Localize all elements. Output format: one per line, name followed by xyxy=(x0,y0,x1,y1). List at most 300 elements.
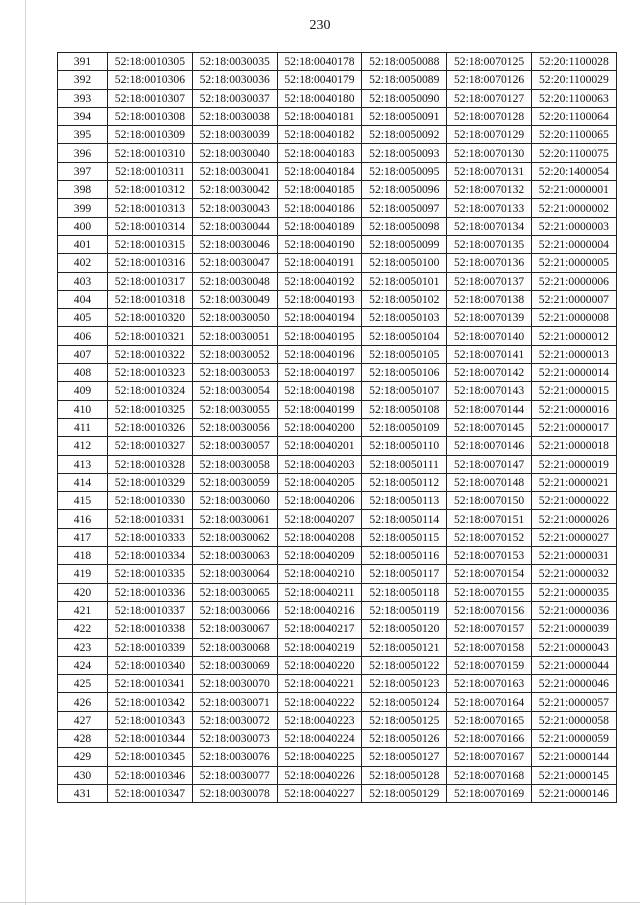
table-row xyxy=(58,309,617,327)
row-number-cell: 431 xyxy=(58,784,108,802)
cadastral-number-cell: 52:18:0010339 xyxy=(108,638,193,656)
cadastral-number-cell: 52:18:0050114 xyxy=(362,510,447,528)
cadastral-number-cell: 52:18:0070168 xyxy=(447,766,532,784)
cadastral-number-cell: 52:18:0030058 xyxy=(192,455,277,473)
table-row xyxy=(58,601,617,619)
cadastral-number-cell: 52:21:0000014 xyxy=(531,364,616,382)
table-row xyxy=(58,345,617,363)
cadastral-number-cell: 52:18:0070143 xyxy=(447,382,532,400)
cadastral-number-cell: 52:18:0010328 xyxy=(108,455,193,473)
cadastral-number-cell: 52:18:0030054 xyxy=(192,382,277,400)
cadastral-number-cell: 52:21:0000144 xyxy=(531,748,616,766)
cadastral-number-cell: 52:18:0030036 xyxy=(192,71,277,89)
cadastral-number-cell: 52:18:0050120 xyxy=(362,620,447,638)
cadastral-number-cell: 52:18:0050088 xyxy=(362,53,447,71)
row-number-cell: 424 xyxy=(58,656,108,674)
scan-bottom-edge xyxy=(0,902,640,903)
cadastral-number-cell: 52:18:0010333 xyxy=(108,528,193,546)
cadastral-number-cell: 52:18:0040220 xyxy=(277,656,362,674)
cadastral-number-cell: 52:18:0030068 xyxy=(192,638,277,656)
cadastral-number-cell: 52:18:0030047 xyxy=(192,254,277,272)
cadastral-number-cell: 52:18:0070166 xyxy=(447,729,532,747)
cadastral-number-cell: 52:18:0010311 xyxy=(108,162,193,180)
table-row xyxy=(58,711,617,729)
row-number-cell: 413 xyxy=(58,455,108,473)
row-number-cell: 415 xyxy=(58,492,108,510)
cadastral-number-cell: 52:18:0030055 xyxy=(192,400,277,418)
cadastral-number-cell: 52:18:0010324 xyxy=(108,382,193,400)
cadastral-number-cell: 52:20:1100029 xyxy=(531,71,616,89)
cadastral-number-cell: 52:20:1400054 xyxy=(531,162,616,180)
scan-left-edge xyxy=(25,0,26,905)
row-number-cell: 396 xyxy=(58,144,108,162)
cadastral-number-cell: 52:18:0070156 xyxy=(447,601,532,619)
cadastral-number-cell: 52:20:1100063 xyxy=(531,89,616,107)
cadastral-number-cell: 52:18:0040184 xyxy=(277,162,362,180)
cadastral-number-cell: 52:18:0050089 xyxy=(362,71,447,89)
table-row xyxy=(58,784,617,802)
cadastral-number-cell: 52:18:0040199 xyxy=(277,400,362,418)
cadastral-number-cell: 52:18:0010310 xyxy=(108,144,193,162)
row-number-cell: 403 xyxy=(58,272,108,290)
table-row xyxy=(58,400,617,418)
table-row xyxy=(58,766,617,784)
cadastral-number-cell: 52:18:0040180 xyxy=(277,89,362,107)
cadastral-number-cell: 52:18:0050109 xyxy=(362,418,447,436)
cadastral-number-cell: 52:18:0070152 xyxy=(447,528,532,546)
cadastral-number-cell: 52:18:0050119 xyxy=(362,601,447,619)
cadastral-number-cell: 52:21:0000003 xyxy=(531,217,616,235)
cadastral-number-cell: 52:18:0030062 xyxy=(192,528,277,546)
cadastral-number-cell: 52:21:0000145 xyxy=(531,766,616,784)
row-number-cell: 417 xyxy=(58,528,108,546)
cadastral-number-cell: 52:18:0050115 xyxy=(362,528,447,546)
row-number-cell: 419 xyxy=(58,565,108,583)
cadastral-number-cell: 52:21:0000006 xyxy=(531,272,616,290)
cadastral-number-cell: 52:18:0050106 xyxy=(362,364,447,382)
cadastral-number-cell: 52:18:0050095 xyxy=(362,162,447,180)
cadastral-number-cell: 52:18:0010321 xyxy=(108,327,193,345)
cadastral-number-cell: 52:18:0070135 xyxy=(447,235,532,253)
cadastral-number-cell: 52:18:0030049 xyxy=(192,290,277,308)
cadastral-number-cell: 52:21:0000031 xyxy=(531,547,616,565)
cadastral-number-cell: 52:18:0030050 xyxy=(192,309,277,327)
cadastral-number-cell: 52:18:0050107 xyxy=(362,382,447,400)
cadastral-number-cell: 52:18:0050128 xyxy=(362,766,447,784)
cadastral-number-cell: 52:18:0040226 xyxy=(277,766,362,784)
cadastral-number-cell: 52:21:0000036 xyxy=(531,601,616,619)
row-number-cell: 407 xyxy=(58,345,108,363)
cadastral-number-cell: 52:18:0030051 xyxy=(192,327,277,345)
cadastral-number-cell: 52:21:0000046 xyxy=(531,675,616,693)
row-number-cell: 418 xyxy=(58,547,108,565)
cadastral-number-cell: 52:18:0030048 xyxy=(192,272,277,290)
cadastral-number-cell: 52:18:0050121 xyxy=(362,638,447,656)
cadastral-number-cell: 52:18:0070146 xyxy=(447,437,532,455)
cadastral-number-cell: 52:18:0030071 xyxy=(192,693,277,711)
cadastral-number-cell: 52:18:0040182 xyxy=(277,126,362,144)
table-row xyxy=(58,729,617,747)
cadastral-number-cell: 52:18:0070154 xyxy=(447,565,532,583)
cadastral-number-cell: 52:18:0040207 xyxy=(277,510,362,528)
cadastral-number-cell: 52:18:0040203 xyxy=(277,455,362,473)
row-number-cell: 428 xyxy=(58,729,108,747)
cadastral-number-cell: 52:18:0070163 xyxy=(447,675,532,693)
cadastral-number-cell: 52:21:0000057 xyxy=(531,693,616,711)
cadastral-number-cell: 52:18:0070164 xyxy=(447,693,532,711)
cadastral-number-cell: 52:18:0070145 xyxy=(447,418,532,436)
row-number-cell: 411 xyxy=(58,418,108,436)
cadastral-number-cell: 52:18:0030042 xyxy=(192,181,277,199)
table-row xyxy=(58,290,617,308)
cadastral-number-cell: 52:18:0030070 xyxy=(192,675,277,693)
cadastral-number-cell: 52:18:0010335 xyxy=(108,565,193,583)
cadastral-number-cell: 52:18:0030052 xyxy=(192,345,277,363)
cadastral-number-cell: 52:20:1100064 xyxy=(531,107,616,125)
row-number-cell: 410 xyxy=(58,400,108,418)
cadastral-number-cell: 52:21:0000017 xyxy=(531,418,616,436)
cadastral-number-cell: 52:18:0050098 xyxy=(362,217,447,235)
cadastral-number-cell: 52:18:0070151 xyxy=(447,510,532,528)
row-number-cell: 425 xyxy=(58,675,108,693)
cadastral-number-cell: 52:18:0010343 xyxy=(108,711,193,729)
cadastral-number-cell: 52:18:0030069 xyxy=(192,656,277,674)
row-number-cell: 421 xyxy=(58,601,108,619)
cadastral-number-cell: 52:18:0070138 xyxy=(447,290,532,308)
cadastral-number-cell: 52:18:0040192 xyxy=(277,272,362,290)
cadastral-number-cell: 52:18:0030035 xyxy=(192,53,277,71)
cadastral-number-cell: 52:18:0030067 xyxy=(192,620,277,638)
cadastral-number-cell: 52:21:0000018 xyxy=(531,437,616,455)
cadastral-number-cell: 52:18:0050105 xyxy=(362,345,447,363)
row-number-cell: 412 xyxy=(58,437,108,455)
table-row xyxy=(58,382,617,400)
cadastral-number-cell: 52:18:0030038 xyxy=(192,107,277,125)
cadastral-number-cell: 52:18:0010323 xyxy=(108,364,193,382)
cadastral-number-cell: 52:21:0000058 xyxy=(531,711,616,729)
cadastral-number-cell: 52:18:0010340 xyxy=(108,656,193,674)
row-number-cell: 393 xyxy=(58,89,108,107)
table-row xyxy=(58,455,617,473)
cadastral-number-cell: 52:21:0000026 xyxy=(531,510,616,528)
row-number-cell: 399 xyxy=(58,199,108,217)
cadastral-number-cell: 52:18:0070165 xyxy=(447,711,532,729)
table-row xyxy=(58,675,617,693)
cadastral-table xyxy=(57,52,617,803)
cadastral-number-cell: 52:18:0050123 xyxy=(362,675,447,693)
row-number-cell: 394 xyxy=(58,107,108,125)
cadastral-number-cell: 52:18:0070141 xyxy=(447,345,532,363)
cadastral-number-cell: 52:18:0010308 xyxy=(108,107,193,125)
cadastral-number-cell: 52:18:0050090 xyxy=(362,89,447,107)
cadastral-number-cell: 52:18:0040223 xyxy=(277,711,362,729)
cadastral-number-cell: 52:18:0070140 xyxy=(447,327,532,345)
cadastral-number-cell: 52:18:0030041 xyxy=(192,162,277,180)
row-number-cell: 423 xyxy=(58,638,108,656)
row-number-cell: 414 xyxy=(58,473,108,491)
cadastral-number-cell: 52:20:1100065 xyxy=(531,126,616,144)
cadastral-number-cell: 52:18:0050096 xyxy=(362,181,447,199)
cadastral-number-cell: 52:18:0070128 xyxy=(447,107,532,125)
cadastral-number-cell: 52:18:0050108 xyxy=(362,400,447,418)
table-row xyxy=(58,272,617,290)
cadastral-number-cell: 52:18:0040183 xyxy=(277,144,362,162)
cadastral-number-cell: 52:18:0050099 xyxy=(362,235,447,253)
cadastral-number-cell: 52:18:0010317 xyxy=(108,272,193,290)
cadastral-number-cell: 52:18:0040193 xyxy=(277,290,362,308)
cadastral-number-cell: 52:18:0040186 xyxy=(277,199,362,217)
cadastral-number-cell: 52:18:0070133 xyxy=(447,199,532,217)
cadastral-number-cell: 52:18:0030043 xyxy=(192,199,277,217)
cadastral-number-cell: 52:18:0040217 xyxy=(277,620,362,638)
row-number-cell: 422 xyxy=(58,620,108,638)
cadastral-number-cell: 52:21:0000022 xyxy=(531,492,616,510)
cadastral-number-cell: 52:18:0010330 xyxy=(108,492,193,510)
cadastral-number-cell: 52:21:0000044 xyxy=(531,656,616,674)
table-row xyxy=(58,583,617,601)
cadastral-number-cell: 52:21:0000016 xyxy=(531,400,616,418)
row-number-cell: 420 xyxy=(58,583,108,601)
table-row xyxy=(58,473,617,491)
row-number-cell: 402 xyxy=(58,254,108,272)
cadastral-number-cell: 52:18:0070130 xyxy=(447,144,532,162)
cadastral-number-cell: 52:18:0040201 xyxy=(277,437,362,455)
cadastral-number-cell: 52:18:0070155 xyxy=(447,583,532,601)
cadastral-number-cell: 52:18:0010331 xyxy=(108,510,193,528)
cadastral-number-cell: 52:18:0040221 xyxy=(277,675,362,693)
cadastral-number-cell: 52:18:0050113 xyxy=(362,492,447,510)
cadastral-number-cell: 52:18:0010346 xyxy=(108,766,193,784)
cadastral-number-cell: 52:18:0070169 xyxy=(447,784,532,802)
cadastral-number-cell: 52:18:0040206 xyxy=(277,492,362,510)
cadastral-number-cell: 52:18:0040200 xyxy=(277,418,362,436)
table-row xyxy=(58,437,617,455)
cadastral-number-cell: 52:18:0040225 xyxy=(277,748,362,766)
cadastral-number-cell: 52:18:0010315 xyxy=(108,235,193,253)
table-row xyxy=(58,547,617,565)
cadastral-number-cell: 52:18:0010322 xyxy=(108,345,193,363)
cadastral-number-cell: 52:18:0050124 xyxy=(362,693,447,711)
cadastral-number-cell: 52:18:0010342 xyxy=(108,693,193,711)
row-number-cell: 408 xyxy=(58,364,108,382)
cadastral-number-cell: 52:18:0070139 xyxy=(447,309,532,327)
row-number-cell: 400 xyxy=(58,217,108,235)
cadastral-number-cell: 52:18:0070153 xyxy=(447,547,532,565)
cadastral-number-cell: 52:18:0070132 xyxy=(447,181,532,199)
cadastral-number-cell: 52:18:0010307 xyxy=(108,89,193,107)
cadastral-number-cell: 52:18:0070126 xyxy=(447,71,532,89)
cadastral-number-cell: 52:18:0010309 xyxy=(108,126,193,144)
cadastral-number-cell: 52:18:0070144 xyxy=(447,400,532,418)
cadastral-number-cell: 52:21:0000001 xyxy=(531,181,616,199)
cadastral-number-cell: 52:18:0010320 xyxy=(108,309,193,327)
cadastral-number-cell: 52:18:0030060 xyxy=(192,492,277,510)
cadastral-number-cell: 52:18:0010326 xyxy=(108,418,193,436)
cadastral-number-cell: 52:18:0050100 xyxy=(362,254,447,272)
cadastral-number-cell: 52:18:0040191 xyxy=(277,254,362,272)
table-row xyxy=(58,107,617,125)
table-row xyxy=(58,656,617,674)
table-row xyxy=(58,89,617,107)
cadastral-number-cell: 52:18:0030044 xyxy=(192,217,277,235)
cadastral-number-cell: 52:18:0030056 xyxy=(192,418,277,436)
cadastral-number-cell: 52:18:0030078 xyxy=(192,784,277,802)
cadastral-number-cell: 52:18:0070125 xyxy=(447,53,532,71)
cadastral-number-cell: 52:18:0040196 xyxy=(277,345,362,363)
cadastral-number-cell: 52:18:0040195 xyxy=(277,327,362,345)
cadastral-number-cell: 52:18:0070157 xyxy=(447,620,532,638)
table-row xyxy=(58,162,617,180)
table-container xyxy=(57,52,616,803)
cadastral-number-cell: 52:18:0040208 xyxy=(277,528,362,546)
cadastral-number-cell: 52:18:0040178 xyxy=(277,53,362,71)
cadastral-number-cell: 52:18:0050122 xyxy=(362,656,447,674)
table-row xyxy=(58,217,617,235)
table-row xyxy=(58,418,617,436)
cadastral-number-cell: 52:18:0040198 xyxy=(277,382,362,400)
table-row xyxy=(58,620,617,638)
cadastral-number-cell: 52:18:0030037 xyxy=(192,89,277,107)
cadastral-number-cell: 52:18:0050092 xyxy=(362,126,447,144)
cadastral-number-cell: 52:20:1100075 xyxy=(531,144,616,162)
cadastral-number-cell: 52:18:0040216 xyxy=(277,601,362,619)
table-row xyxy=(58,126,617,144)
table-row xyxy=(58,748,617,766)
cadastral-number-cell: 52:18:0070147 xyxy=(447,455,532,473)
cadastral-number-cell: 52:20:1100028 xyxy=(531,53,616,71)
table-row xyxy=(58,235,617,253)
cadastral-number-cell: 52:18:0030073 xyxy=(192,729,277,747)
cadastral-number-cell: 52:18:0010338 xyxy=(108,620,193,638)
cadastral-number-cell: 52:18:0040181 xyxy=(277,107,362,125)
row-number-cell: 426 xyxy=(58,693,108,711)
table-row xyxy=(58,71,617,89)
cadastral-number-cell: 52:18:0070167 xyxy=(447,748,532,766)
cadastral-number-cell: 52:18:0070131 xyxy=(447,162,532,180)
row-number-cell: 398 xyxy=(58,181,108,199)
cadastral-number-cell: 52:18:0030064 xyxy=(192,565,277,583)
cadastral-number-cell: 52:21:0000039 xyxy=(531,620,616,638)
cadastral-number-cell: 52:18:0030077 xyxy=(192,766,277,784)
cadastral-number-cell: 52:18:0050101 xyxy=(362,272,447,290)
row-number-cell: 395 xyxy=(58,126,108,144)
cadastral-number-cell: 52:18:0030065 xyxy=(192,583,277,601)
cadastral-number-cell: 52:18:0050097 xyxy=(362,199,447,217)
table-row xyxy=(58,144,617,162)
cadastral-number-cell: 52:18:0010347 xyxy=(108,784,193,802)
table-row xyxy=(58,638,617,656)
cadastral-number-cell: 52:21:0000015 xyxy=(531,382,616,400)
cadastral-number-cell: 52:18:0040219 xyxy=(277,638,362,656)
cadastral-number-cell: 52:18:0070129 xyxy=(447,126,532,144)
cadastral-number-cell: 52:21:0000043 xyxy=(531,638,616,656)
cadastral-number-cell: 52:21:0000013 xyxy=(531,345,616,363)
cadastral-number-cell: 52:18:0030046 xyxy=(192,235,277,253)
table-row xyxy=(58,181,617,199)
cadastral-number-cell: 52:18:0010312 xyxy=(108,181,193,199)
cadastral-number-cell: 52:18:0040194 xyxy=(277,309,362,327)
cadastral-number-cell: 52:18:0050104 xyxy=(362,327,447,345)
cadastral-number-cell: 52:21:0000027 xyxy=(531,528,616,546)
cadastral-number-cell: 52:18:0040197 xyxy=(277,364,362,382)
cadastral-number-cell: 52:18:0050112 xyxy=(362,473,447,491)
cadastral-number-cell: 52:18:0010318 xyxy=(108,290,193,308)
table-row xyxy=(58,510,617,528)
cadastral-number-cell: 52:18:0040190 xyxy=(277,235,362,253)
cadastral-number-cell: 52:18:0030076 xyxy=(192,748,277,766)
cadastral-number-cell: 52:18:0070134 xyxy=(447,217,532,235)
row-number-cell: 391 xyxy=(58,53,108,71)
row-number-cell: 401 xyxy=(58,235,108,253)
cadastral-number-cell: 52:18:0040179 xyxy=(277,71,362,89)
table-row xyxy=(58,492,617,510)
cadastral-number-cell: 52:18:0030061 xyxy=(192,510,277,528)
cadastral-number-cell: 52:18:0050091 xyxy=(362,107,447,125)
cadastral-number-cell: 52:21:0000007 xyxy=(531,290,616,308)
cadastral-number-cell: 52:18:0010341 xyxy=(108,675,193,693)
table-row xyxy=(58,199,617,217)
cadastral-number-cell: 52:21:0000012 xyxy=(531,327,616,345)
cadastral-number-cell: 52:18:0010306 xyxy=(108,71,193,89)
table-body xyxy=(58,53,617,803)
table-row xyxy=(58,565,617,583)
cadastral-number-cell: 52:18:0070142 xyxy=(447,364,532,382)
cadastral-number-cell: 52:18:0050093 xyxy=(362,144,447,162)
row-number-cell: 397 xyxy=(58,162,108,180)
cadastral-number-cell: 52:18:0030053 xyxy=(192,364,277,382)
cadastral-number-cell: 52:18:0030063 xyxy=(192,547,277,565)
cadastral-number-cell: 52:18:0010336 xyxy=(108,583,193,601)
cadastral-number-cell: 52:18:0070137 xyxy=(447,272,532,290)
row-number-cell: 409 xyxy=(58,382,108,400)
cadastral-number-cell: 52:18:0050103 xyxy=(362,309,447,327)
cadastral-number-cell: 52:21:0000019 xyxy=(531,455,616,473)
cadastral-number-cell: 52:18:0050116 xyxy=(362,547,447,565)
cadastral-number-cell: 52:18:0050118 xyxy=(362,583,447,601)
cadastral-number-cell: 52:18:0010305 xyxy=(108,53,193,71)
cadastral-number-cell: 52:18:0050127 xyxy=(362,748,447,766)
row-number-cell: 404 xyxy=(58,290,108,308)
cadastral-number-cell: 52:18:0010314 xyxy=(108,217,193,235)
cadastral-number-cell: 52:18:0070127 xyxy=(447,89,532,107)
table-row xyxy=(58,528,617,546)
cadastral-number-cell: 52:18:0070136 xyxy=(447,254,532,272)
cadastral-number-cell: 52:18:0040205 xyxy=(277,473,362,491)
cadastral-number-cell: 52:18:0010327 xyxy=(108,437,193,455)
cadastral-number-cell: 52:18:0010325 xyxy=(108,400,193,418)
cadastral-number-cell: 52:18:0010344 xyxy=(108,729,193,747)
cadastral-number-cell: 52:18:0010345 xyxy=(108,748,193,766)
cadastral-number-cell: 52:18:0050126 xyxy=(362,729,447,747)
cadastral-number-cell: 52:18:0030066 xyxy=(192,601,277,619)
cadastral-number-cell: 52:18:0010313 xyxy=(108,199,193,217)
cadastral-number-cell: 52:18:0030040 xyxy=(192,144,277,162)
row-number-cell: 427 xyxy=(58,711,108,729)
cadastral-number-cell: 52:18:0010329 xyxy=(108,473,193,491)
table-row xyxy=(58,254,617,272)
cadastral-number-cell: 52:18:0010316 xyxy=(108,254,193,272)
table-row xyxy=(58,693,617,711)
cadastral-number-cell: 52:18:0040210 xyxy=(277,565,362,583)
cadastral-number-cell: 52:18:0030072 xyxy=(192,711,277,729)
row-number-cell: 405 xyxy=(58,309,108,327)
cadastral-number-cell: 52:21:0000008 xyxy=(531,309,616,327)
page-number: 230 xyxy=(309,18,331,33)
cadastral-number-cell: 52:21:0000005 xyxy=(531,254,616,272)
cadastral-number-cell: 52:21:0000035 xyxy=(531,583,616,601)
cadastral-number-cell: 52:18:0040222 xyxy=(277,693,362,711)
cadastral-number-cell: 52:18:0050102 xyxy=(362,290,447,308)
